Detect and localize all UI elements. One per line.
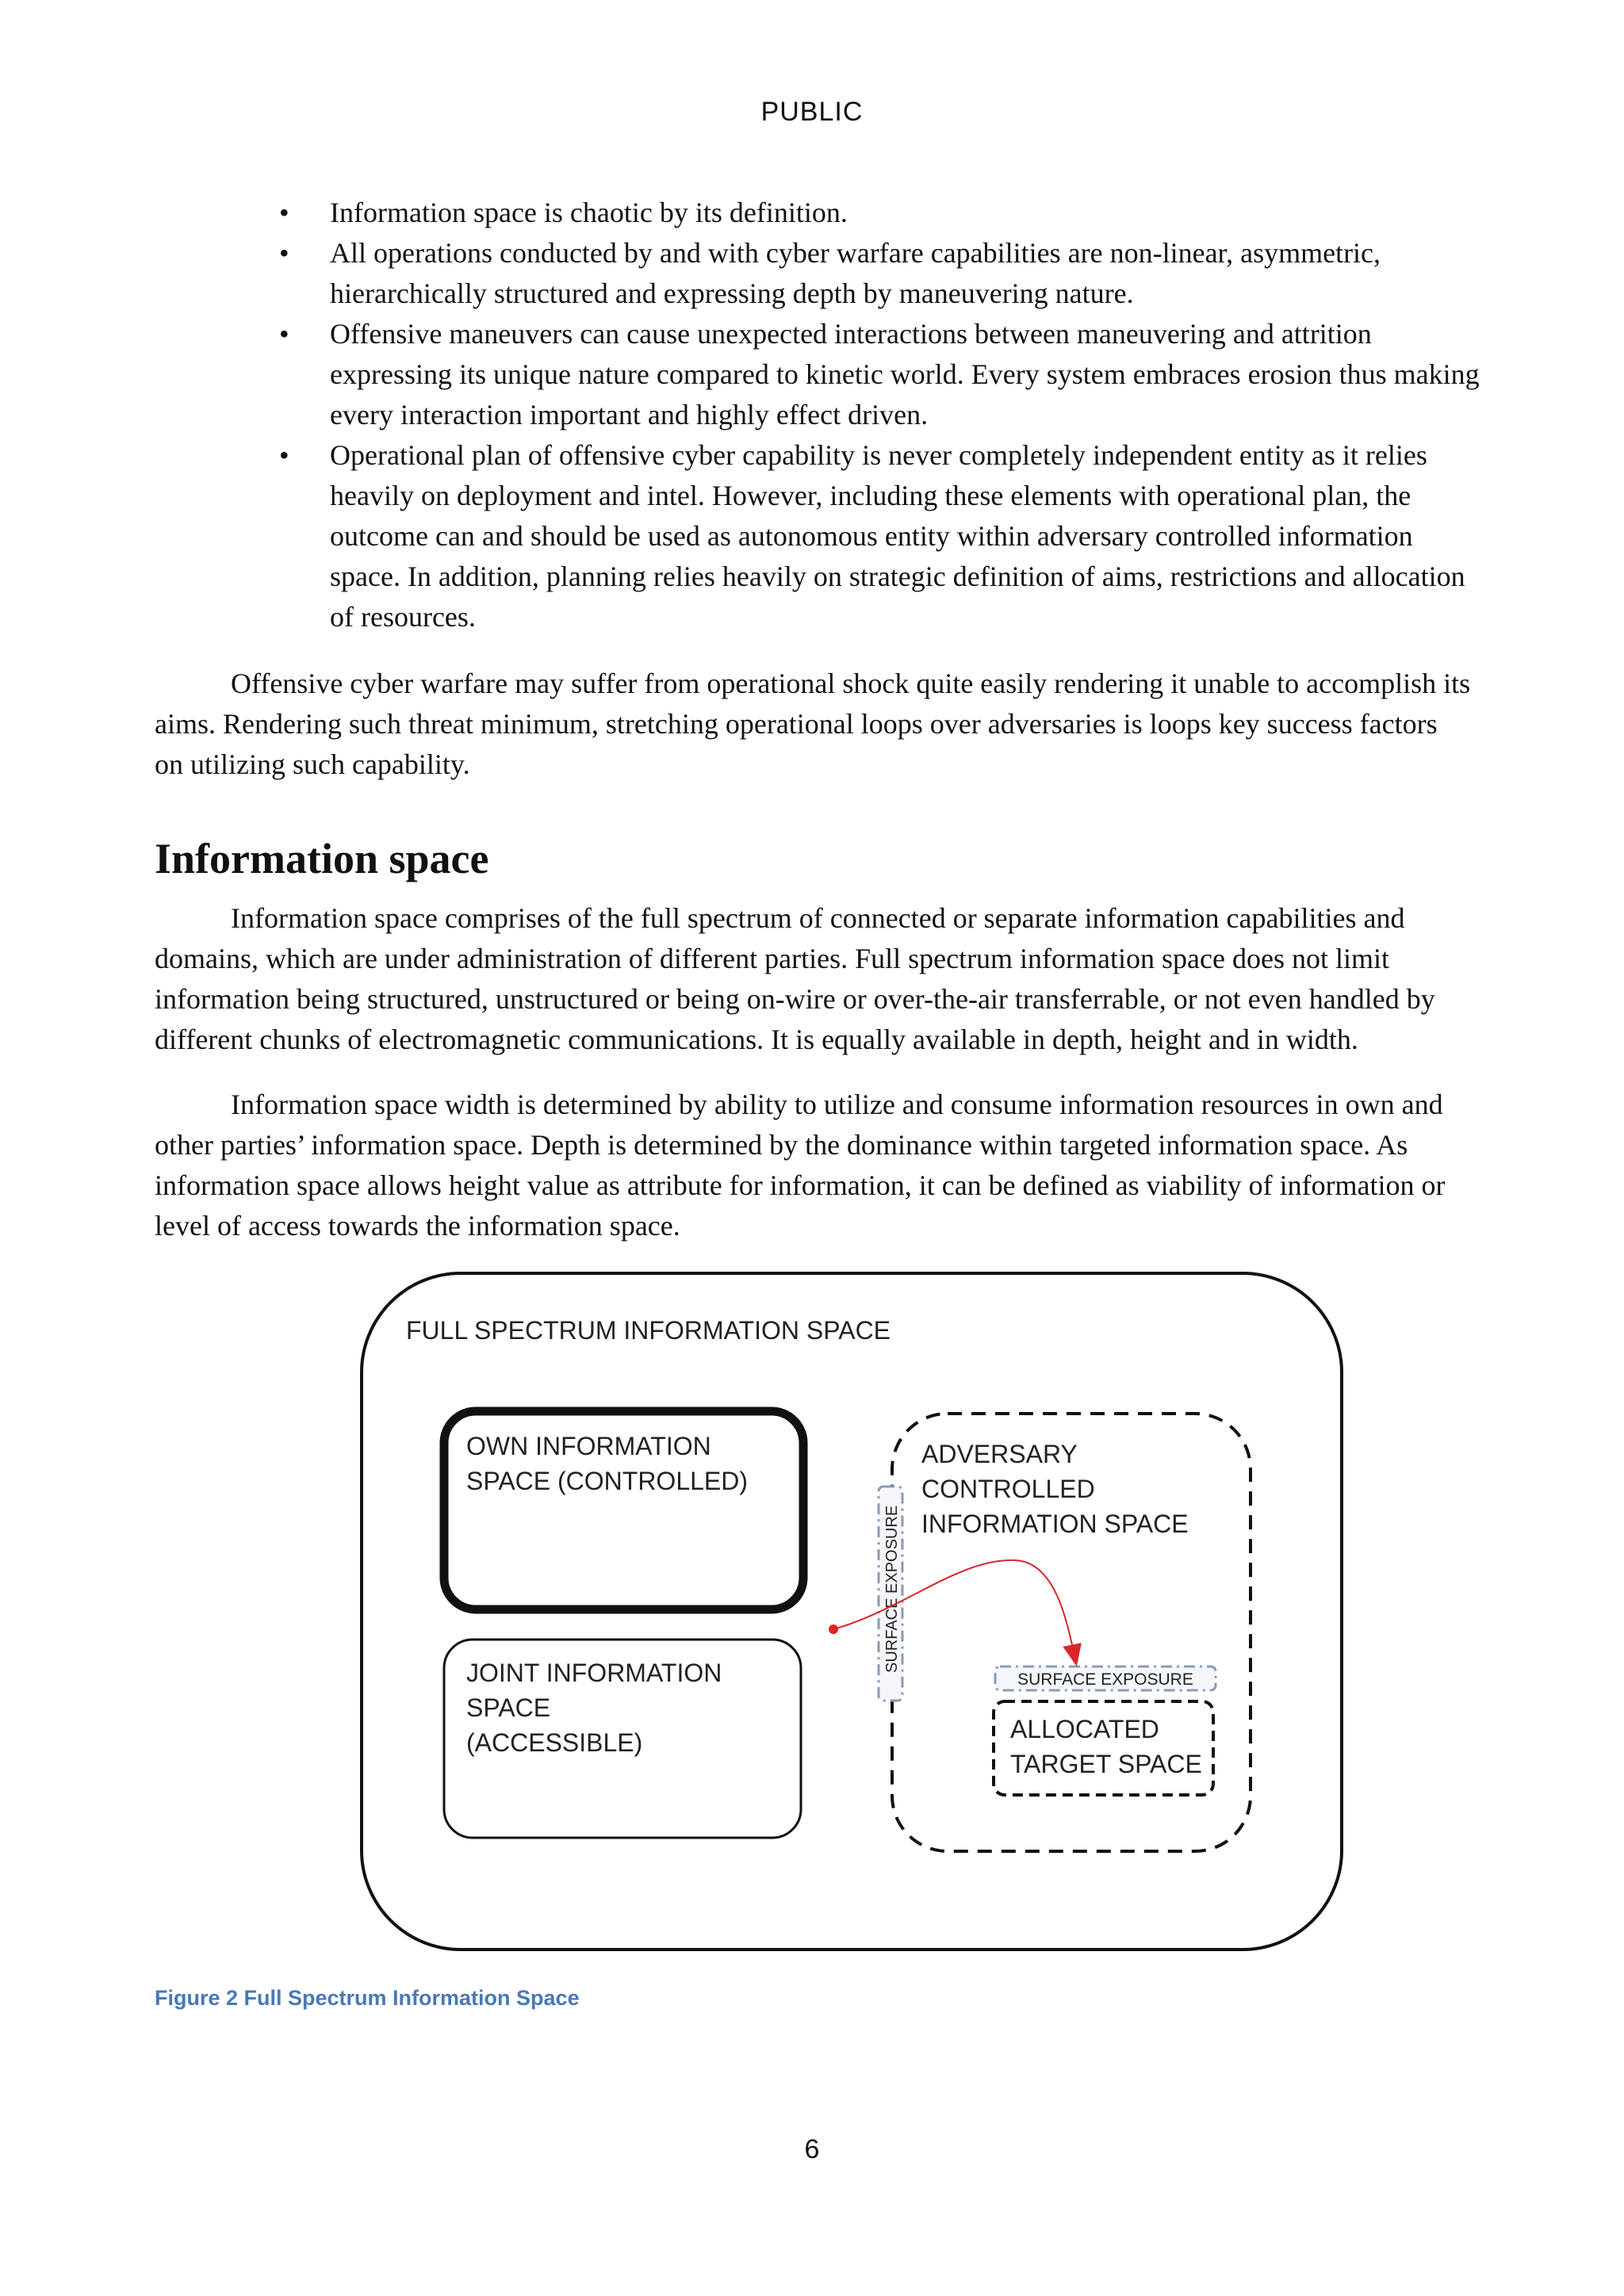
adversary-space-label-line2: CONTROLLED <box>921 1475 1095 1503</box>
list-item: • Offensive maneuvers can cause unexpected interactions between maneuvering and attrition expressing its unique nature compared to kinetic world. Every system embraces erosion thus making every interaction important and highly effect driven. <box>278 314 1483 435</box>
page-header-classification: PUBLIC <box>760 97 864 127</box>
joint-space-label-line3: (ACCESSIBLE) <box>466 1728 643 1757</box>
bullet-icon: • <box>279 439 289 471</box>
surface-exposure-vertical-label: SURFACE EXPOSURE <box>883 1505 901 1673</box>
paragraph-information-space-dimensions: Information space width is determined by ability to utilize and consume information resources in own and other parties’ information space. Depth is determined by the dominance within targeted information space. As information space allows height value as attribute for information, it can be defined as viability of information or level of access towards the information space. <box>155 1089 1446 1242</box>
target-space-label-line2: TARGET SPACE <box>1010 1750 1202 1778</box>
list-item: • Operational plan of offensive cyber capability is never completely independent entity as it relies heavily on deployment and intel. However, including these elements with operational plan, the outcome can and should be used as autonomous entity within adversary controlled information space. In addition, planning relies heavily on strategic definition of aims, restrictions and allocation of resources. <box>278 435 1483 637</box>
joint-space-label-line2: SPACE <box>466 1693 551 1722</box>
list-item: • Information space is chaotic by its definition. <box>278 193 1483 233</box>
full-spectrum-diagram <box>357 1269 1348 1962</box>
bullet-list <box>278 193 1483 637</box>
list-item: • All operations conducted by and with cyber warfare capabilities are non-linear, asymmetric, hierarchically structured and expressing depth by maneuvering nature. <box>278 233 1483 314</box>
page-number: 6 <box>804 2134 820 2164</box>
attack-arrow <box>833 1560 1076 1663</box>
bullet-icon: • <box>279 237 289 269</box>
own-space-label-line2: SPACE (CONTROLLED) <box>466 1467 749 1495</box>
bullet-icon: • <box>279 197 289 228</box>
full-spectrum-label: FULL SPECTRUM INFORMATION SPACE <box>406 1316 891 1345</box>
figure-caption: Figure 2 Full Spectrum Information Space <box>155 1986 580 2010</box>
target-space-label-line1: ALLOCATED <box>1010 1715 1159 1743</box>
joint-space-label-line1: JOINT INFORMATION <box>466 1659 722 1687</box>
bullet-icon: • <box>279 318 289 350</box>
surface-exposure-horizontal-label: SURFACE EXPOSURE <box>1017 1670 1193 1689</box>
paragraph-information-space-definition: Information space comprises of the full spectrum of connected or separate information capabilities and domains, which are under administration of different parties. Full spectrum information space does not limit information being structured, unstructured or being on-wire or over-the-air transferrable, or not even handled by different chunks of electromagnetic communications. It is equally available in depth, height and in width. <box>155 902 1435 1055</box>
own-space-label-line1: OWN INFORMATION <box>466 1432 711 1460</box>
adversary-space-label-line1: ADVERSARY <box>921 1440 1078 1468</box>
section-heading: Information space <box>155 835 489 882</box>
paragraph-operational-shock: Offensive cyber warfare may suffer from operational shock quite easily rendering it unable to accomplish its aims. Rendering such threat minimum, stretching operational loops over adversaries is loops key success factors on utilizing such capability. <box>155 668 1471 780</box>
adversary-space-label-line3: INFORMATION SPACE <box>921 1510 1189 1538</box>
